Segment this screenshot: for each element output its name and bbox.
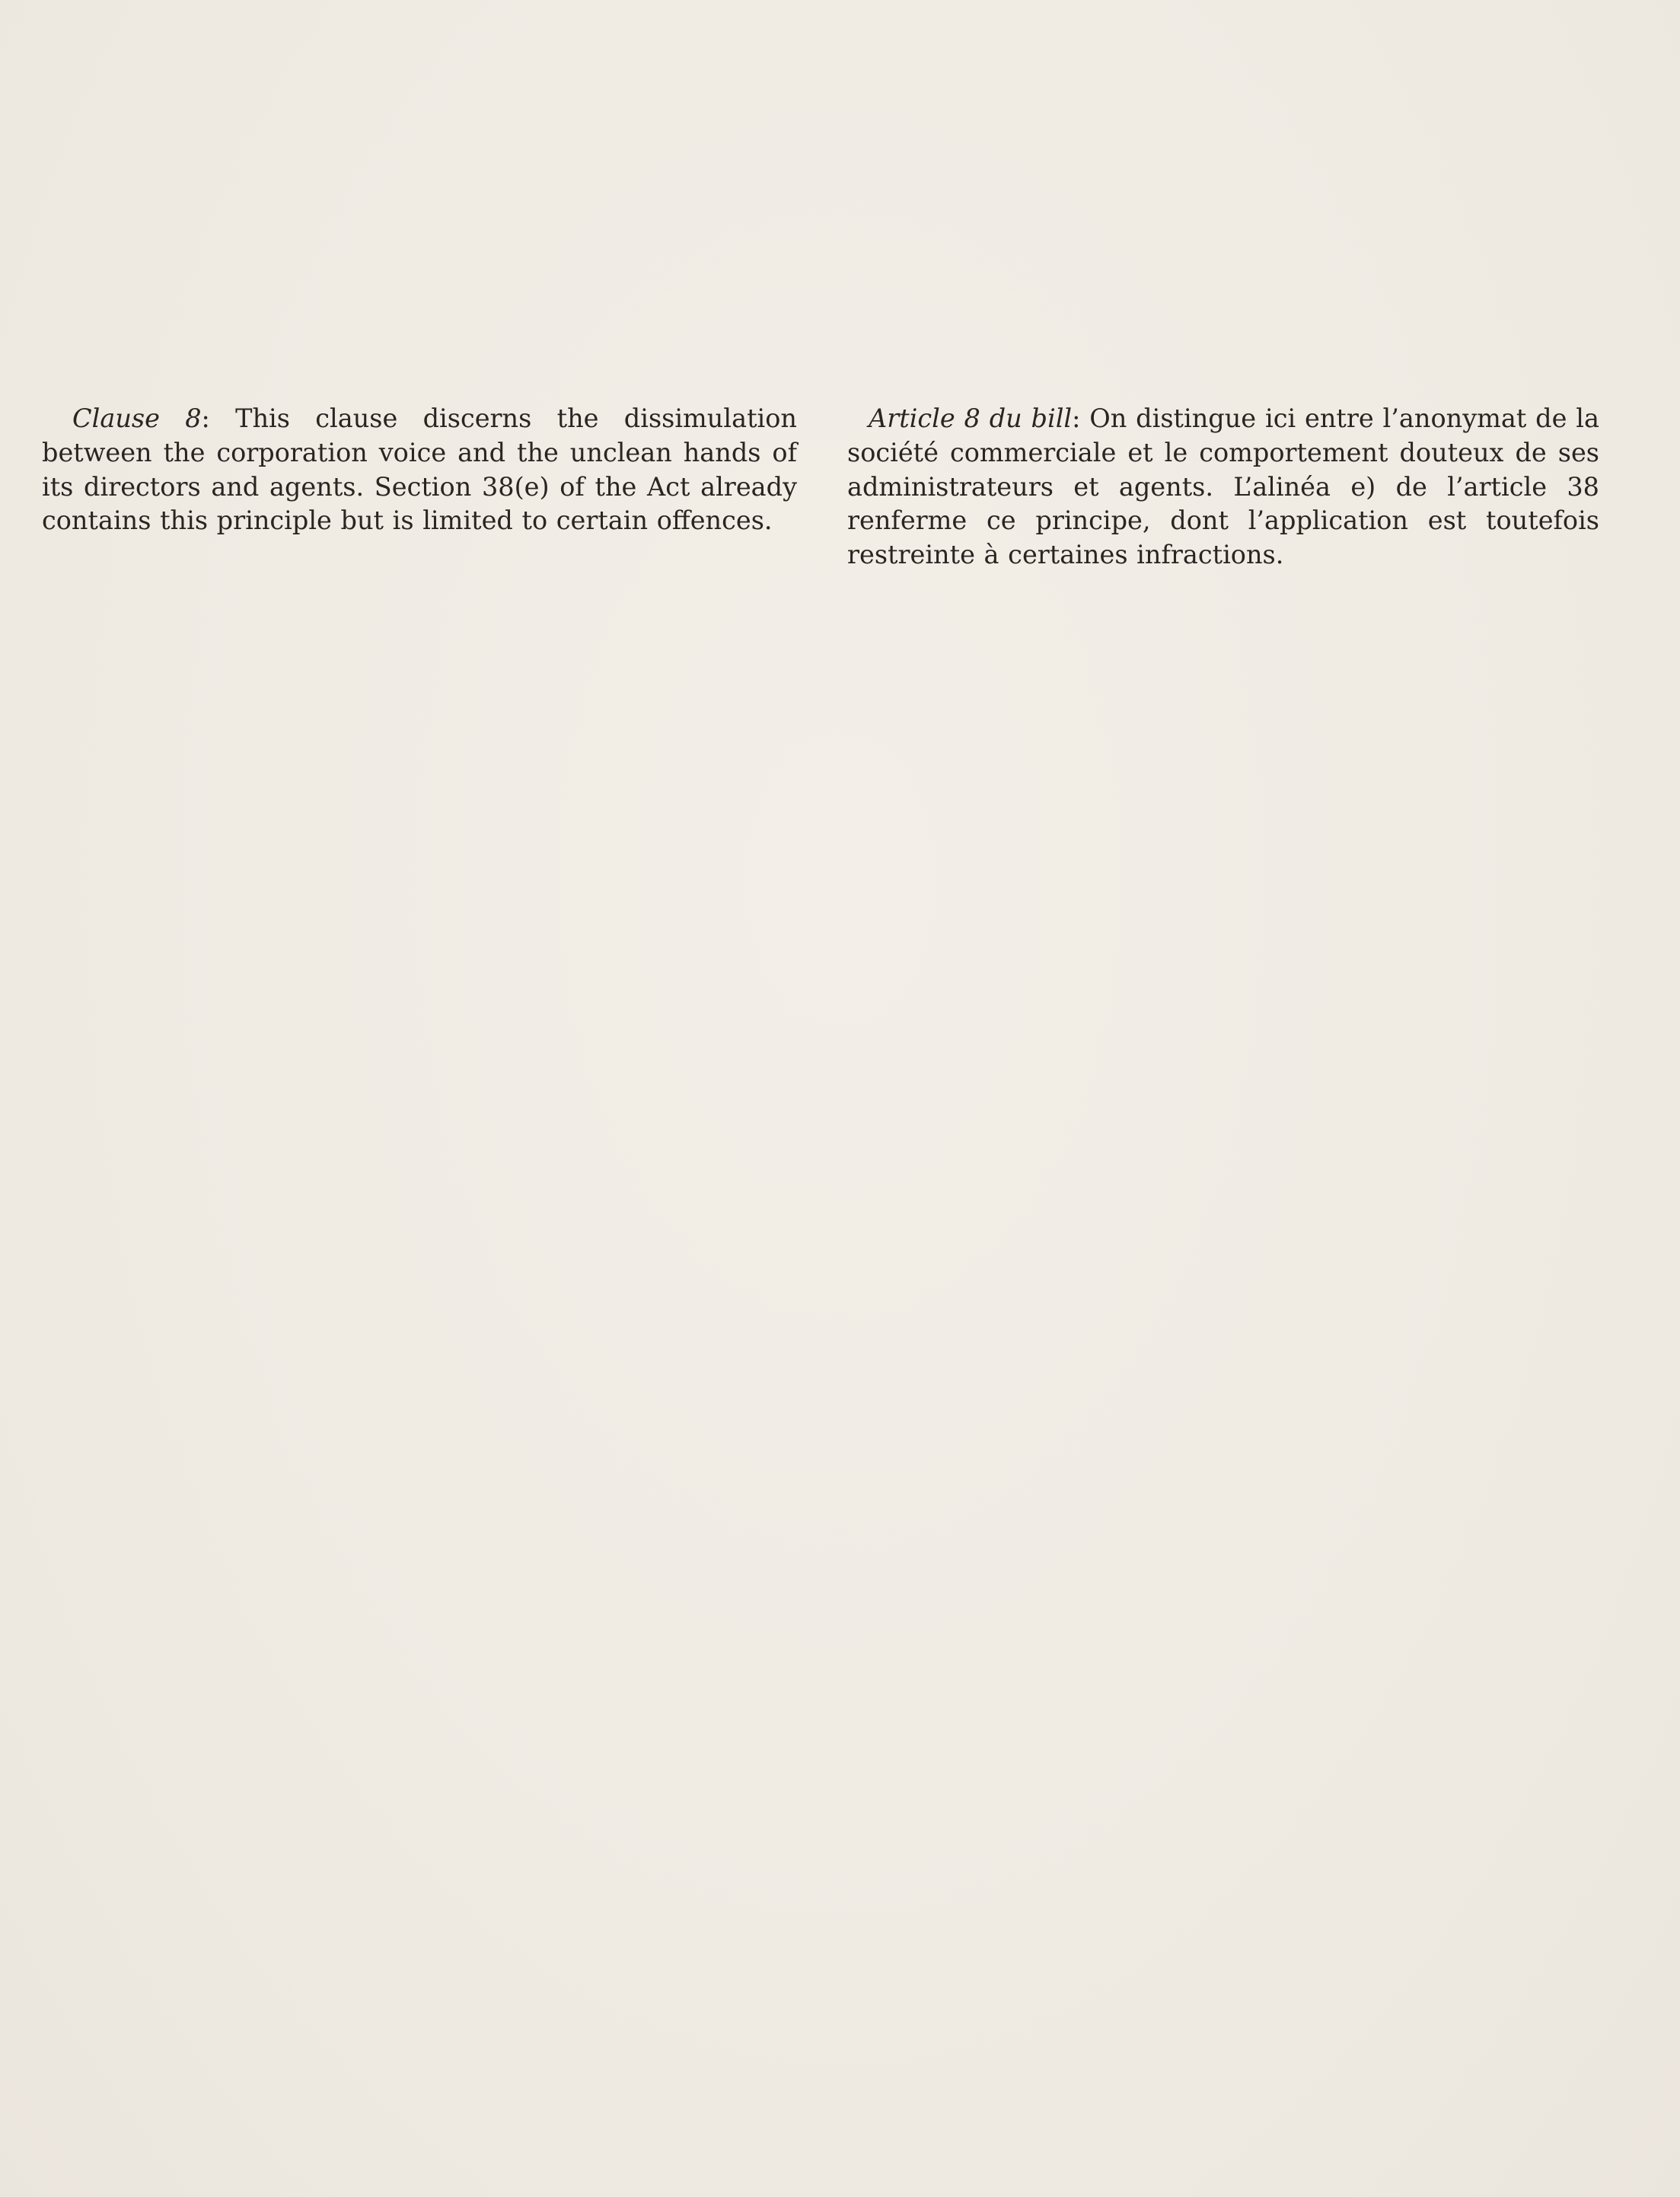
article-text: On distingue ici entre l’anonymat de la société commerciale et le comportement douteux de ses administrateurs et agents. L’alinéa e) de l’article 38 renferme ce principe, dont l’application est toutefois restreinte à certaines infractions. — [847, 403, 1599, 570]
clause-label-colon: : — [201, 403, 210, 433]
article-label-colon: : — [1072, 403, 1081, 433]
explanatory-note-french — [847, 402, 1599, 572]
clause-label: Clause 8 — [72, 403, 202, 433]
article-8-note — [847, 402, 1599, 572]
article-label: Article 8 du bill — [869, 403, 1073, 433]
clause-text: This clause discerns the dissimulation between the corporation voice and the unclean hands of its directors and agents. Section 38(e) of the Act already contains this principle but is limited to certain offences. — [42, 403, 797, 536]
explanatory-note-english — [42, 402, 797, 538]
clause-8-note — [42, 402, 797, 538]
